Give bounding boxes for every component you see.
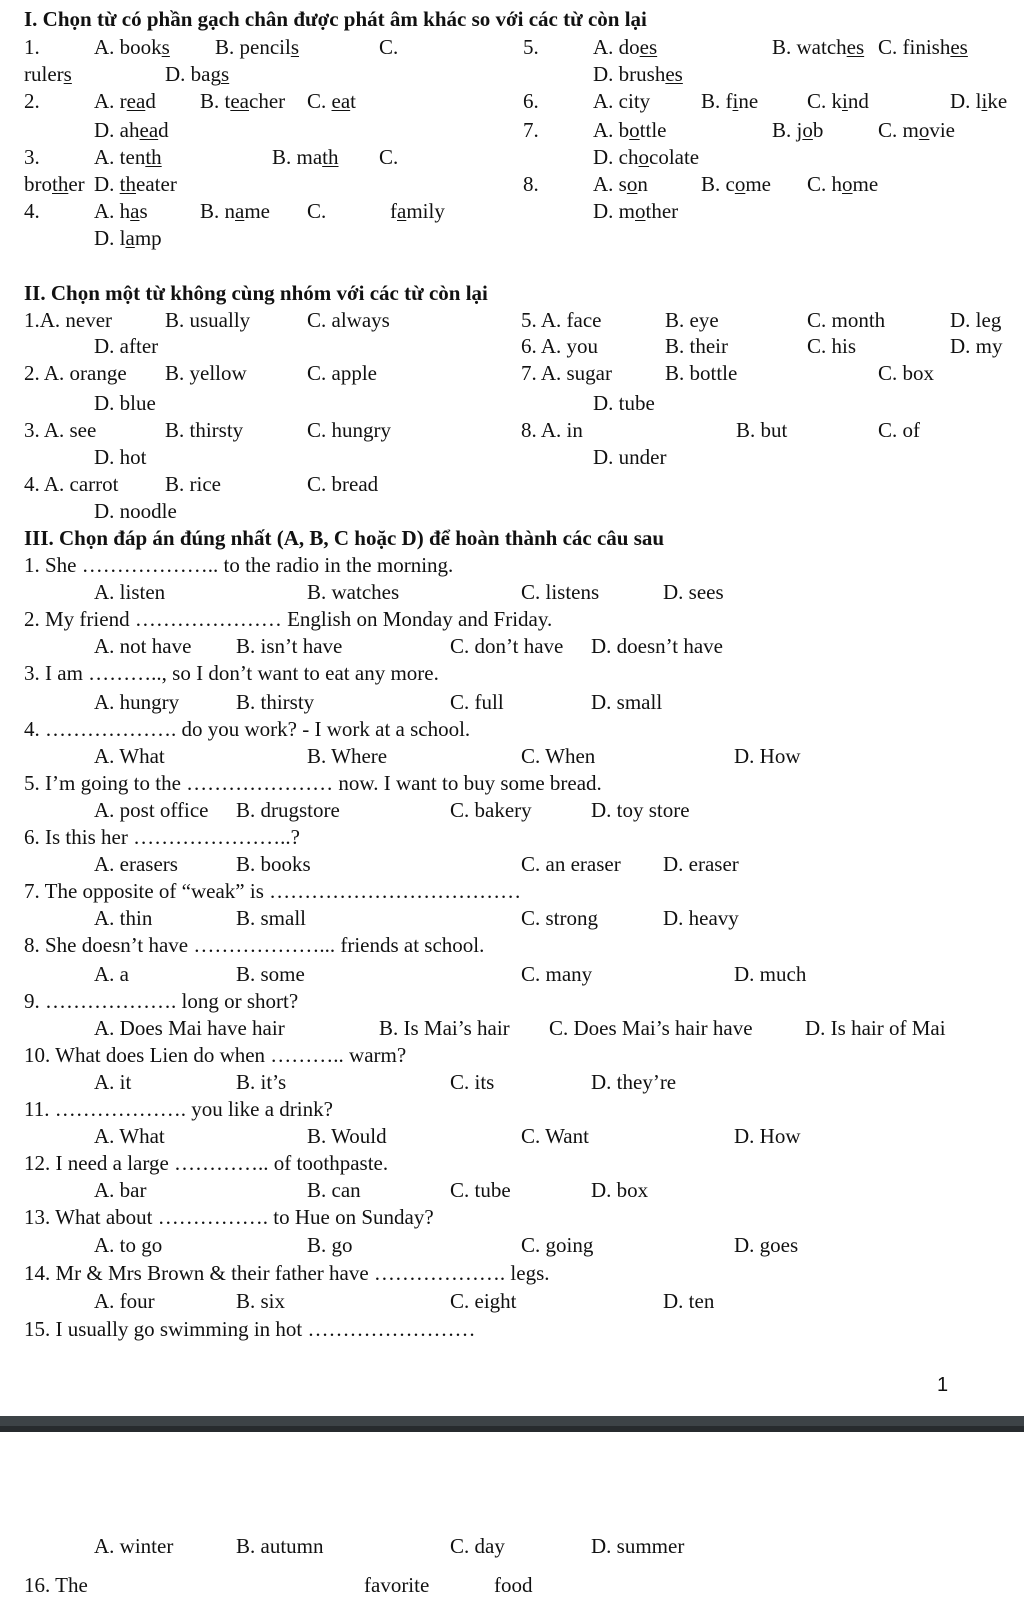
underlined-letters: th xyxy=(145,145,162,169)
underlined-letters: s xyxy=(161,35,170,59)
q8-text-row: 8. She doesn’t have ………………... friends at school. xyxy=(24,933,485,957)
underlined-letters: s xyxy=(290,35,300,59)
q11-options-row: A. What B. Would C. Want D. How xyxy=(94,1124,801,1148)
q14-options-row: A. four B. six C. eight D. ten xyxy=(94,1289,715,1313)
s1-row-7: 4. A. has B. name C. family D. mother xyxy=(24,199,679,223)
q8-options-row: A. a B. some C. many D. much xyxy=(94,962,807,986)
underlined-letters: o xyxy=(842,172,853,196)
s2-row-2: D. after 6. A. you B. their C. his D. my xyxy=(94,334,1003,358)
underlined-letters: ea xyxy=(139,118,159,142)
underlined-letters: o xyxy=(629,118,640,142)
s2-row-6: D. hot D. under xyxy=(94,445,667,469)
underlined-letters: es xyxy=(639,35,658,59)
underlined-letters: o xyxy=(734,172,746,196)
q4-options-row: A. What B. Where C. When D. How xyxy=(94,744,801,768)
underlined-letters: es xyxy=(950,35,968,59)
q15-options-row: A. winter B. autumn C. day D. summer xyxy=(94,1534,685,1558)
q1-options-row: A. listen B. watches C. listens D. sees xyxy=(94,580,724,604)
q10-text-row: 10. What does Lien do when ……….. warm? xyxy=(24,1043,407,1067)
s2-row-4: D. blue D. tube xyxy=(94,391,655,415)
underlined-letters: a xyxy=(235,199,245,223)
underlined-letters: es xyxy=(846,35,865,59)
q7-text-row: 7. The opposite of “weak” is ……………………………… xyxy=(24,879,522,903)
q5-options-row: A. post office B. drugstore C. bakery D. toy store xyxy=(94,798,690,822)
underlined-letters: a xyxy=(130,199,140,223)
q9-options-row: A. Does Mai have hair B. Is Mai’s hair C. Does Mai’s hair have D. Is hair of Mai xyxy=(94,1016,946,1040)
s1-row-4: D. ahead 7. A. bottle B. job C. movie xyxy=(94,118,955,142)
q13-text-row: 13. What about ……………. to Hue on Sunday? xyxy=(24,1205,434,1229)
underlined-letters: o xyxy=(802,118,813,142)
underlined-letters: th xyxy=(322,145,339,169)
s2-row-5: 3. A. see B. thirsty C. hungry 8. A. in B. but C. of xyxy=(24,418,920,442)
underlined-letters: o xyxy=(626,172,638,196)
q4-text-row: 4. ………………. do you work? - I work at a school. xyxy=(24,717,471,741)
s1-row-5: 3. A. tenth B. math C. D. chocolate xyxy=(24,145,700,169)
s2-row-8: D. noodle xyxy=(94,499,177,523)
q12-options-row: A. bar B. can C. tube D. box xyxy=(94,1178,649,1202)
q6-text-row: 6. Is this her …………………..? xyxy=(24,825,300,849)
underlined-letters: o xyxy=(635,199,646,223)
underlined-letters: s xyxy=(221,62,230,86)
underlined-letters: th xyxy=(52,172,69,196)
q12-text-row: 12. I need a large ………….. of toothpaste. xyxy=(24,1151,389,1175)
underlined-letters: s xyxy=(63,62,72,86)
q14-text-row: 14. Mr & Mrs Brown & their father have ………………. legs. xyxy=(24,1261,550,1285)
s1-row-1: 1. A. books B. pencils C. 5. A. does B. watches C. finishes xyxy=(24,35,968,59)
q10-options-row: A. it B. it’s C. its D. they’re xyxy=(94,1070,677,1094)
s1-row-8: D. lamp xyxy=(94,226,162,250)
underlined-letters: a xyxy=(397,199,407,223)
underlined-letters: th xyxy=(119,172,137,196)
underlined-letters: i xyxy=(981,89,988,113)
q1-text-row: 1. She ……………….. to the radio in the morning. xyxy=(24,553,454,577)
q5-text-row: 5. I’m going to the ………………… now. I want to buy some bread. xyxy=(24,771,602,795)
q3-options-row: A. hungry B. thirsty C. full D. small xyxy=(94,690,663,714)
q15-text-row: 15. I usually go swimming in hot …………………… xyxy=(24,1317,476,1341)
s1-row-2: rulers D. bags D. brushes xyxy=(24,62,683,86)
q9-text-row: 9. ………………. long or short? xyxy=(24,989,299,1013)
underlined-letters: ea xyxy=(331,89,351,113)
cut-off-question-16: 16. The favorite food xyxy=(24,1573,533,1597)
s1-row-6: brother D. theater 8. A. son B. come C. home xyxy=(24,172,879,196)
underlined-letters: ea xyxy=(126,89,146,113)
underlined-letters: i xyxy=(732,89,739,113)
q2-options-row: A. not have B. isn’t have C. don’t have D. doesn’t have xyxy=(94,634,723,658)
underlined-letters: es xyxy=(665,62,683,86)
page-number: 1 xyxy=(937,1374,949,1396)
section-2-title: II. Chọn một từ không cùng nhóm với các từ còn lại xyxy=(24,281,488,305)
q11-text-row: 11. ………………. you like a drink? xyxy=(24,1097,333,1121)
s1-row-3: 2. A. read B. teacher C. eat 6. A. city B. fine C. kind D. like xyxy=(24,89,1008,113)
s2-row-7: 4. A. carrot B. rice C. bread xyxy=(24,472,379,496)
q7-options-row: A. thin B. small C. strong D. heavy xyxy=(94,906,739,930)
page-separator xyxy=(0,1416,1024,1426)
q13-options-row: A. to go B. go C. going D. goes xyxy=(94,1233,799,1257)
underlined-letters: ea xyxy=(230,89,249,113)
underlined-letters: o xyxy=(638,145,649,169)
underlined-letters: i xyxy=(842,89,848,113)
s2-row-3: 2. A. orange B. yellow C. apple 7. A. sugar B. bottle C. box xyxy=(24,361,935,385)
page-2 xyxy=(0,1432,1024,1597)
section-1-title: I. Chọn từ có phần gạch chân được phát âm khác so với các từ còn lại xyxy=(24,7,647,31)
underlined-letters: o xyxy=(918,118,930,142)
section-3-title: III. Chọn đáp án đúng nhất (A, B, C hoặc D) để hoàn thành các câu sau xyxy=(24,526,665,550)
q6-options-row: A. erasers B. books C. an eraser D. eraser xyxy=(94,852,739,876)
q3-text-row: 3. I am ……….., so I don’t want to eat any more. xyxy=(24,661,439,685)
q2-text-row: 2. My friend ………………… English on Monday and Friday. xyxy=(24,607,553,631)
underlined-letters: a xyxy=(125,226,135,250)
s2-row-1: 1.A. never B. usually C. always 5. A. face B. eye C. month D. leg xyxy=(24,308,1002,332)
